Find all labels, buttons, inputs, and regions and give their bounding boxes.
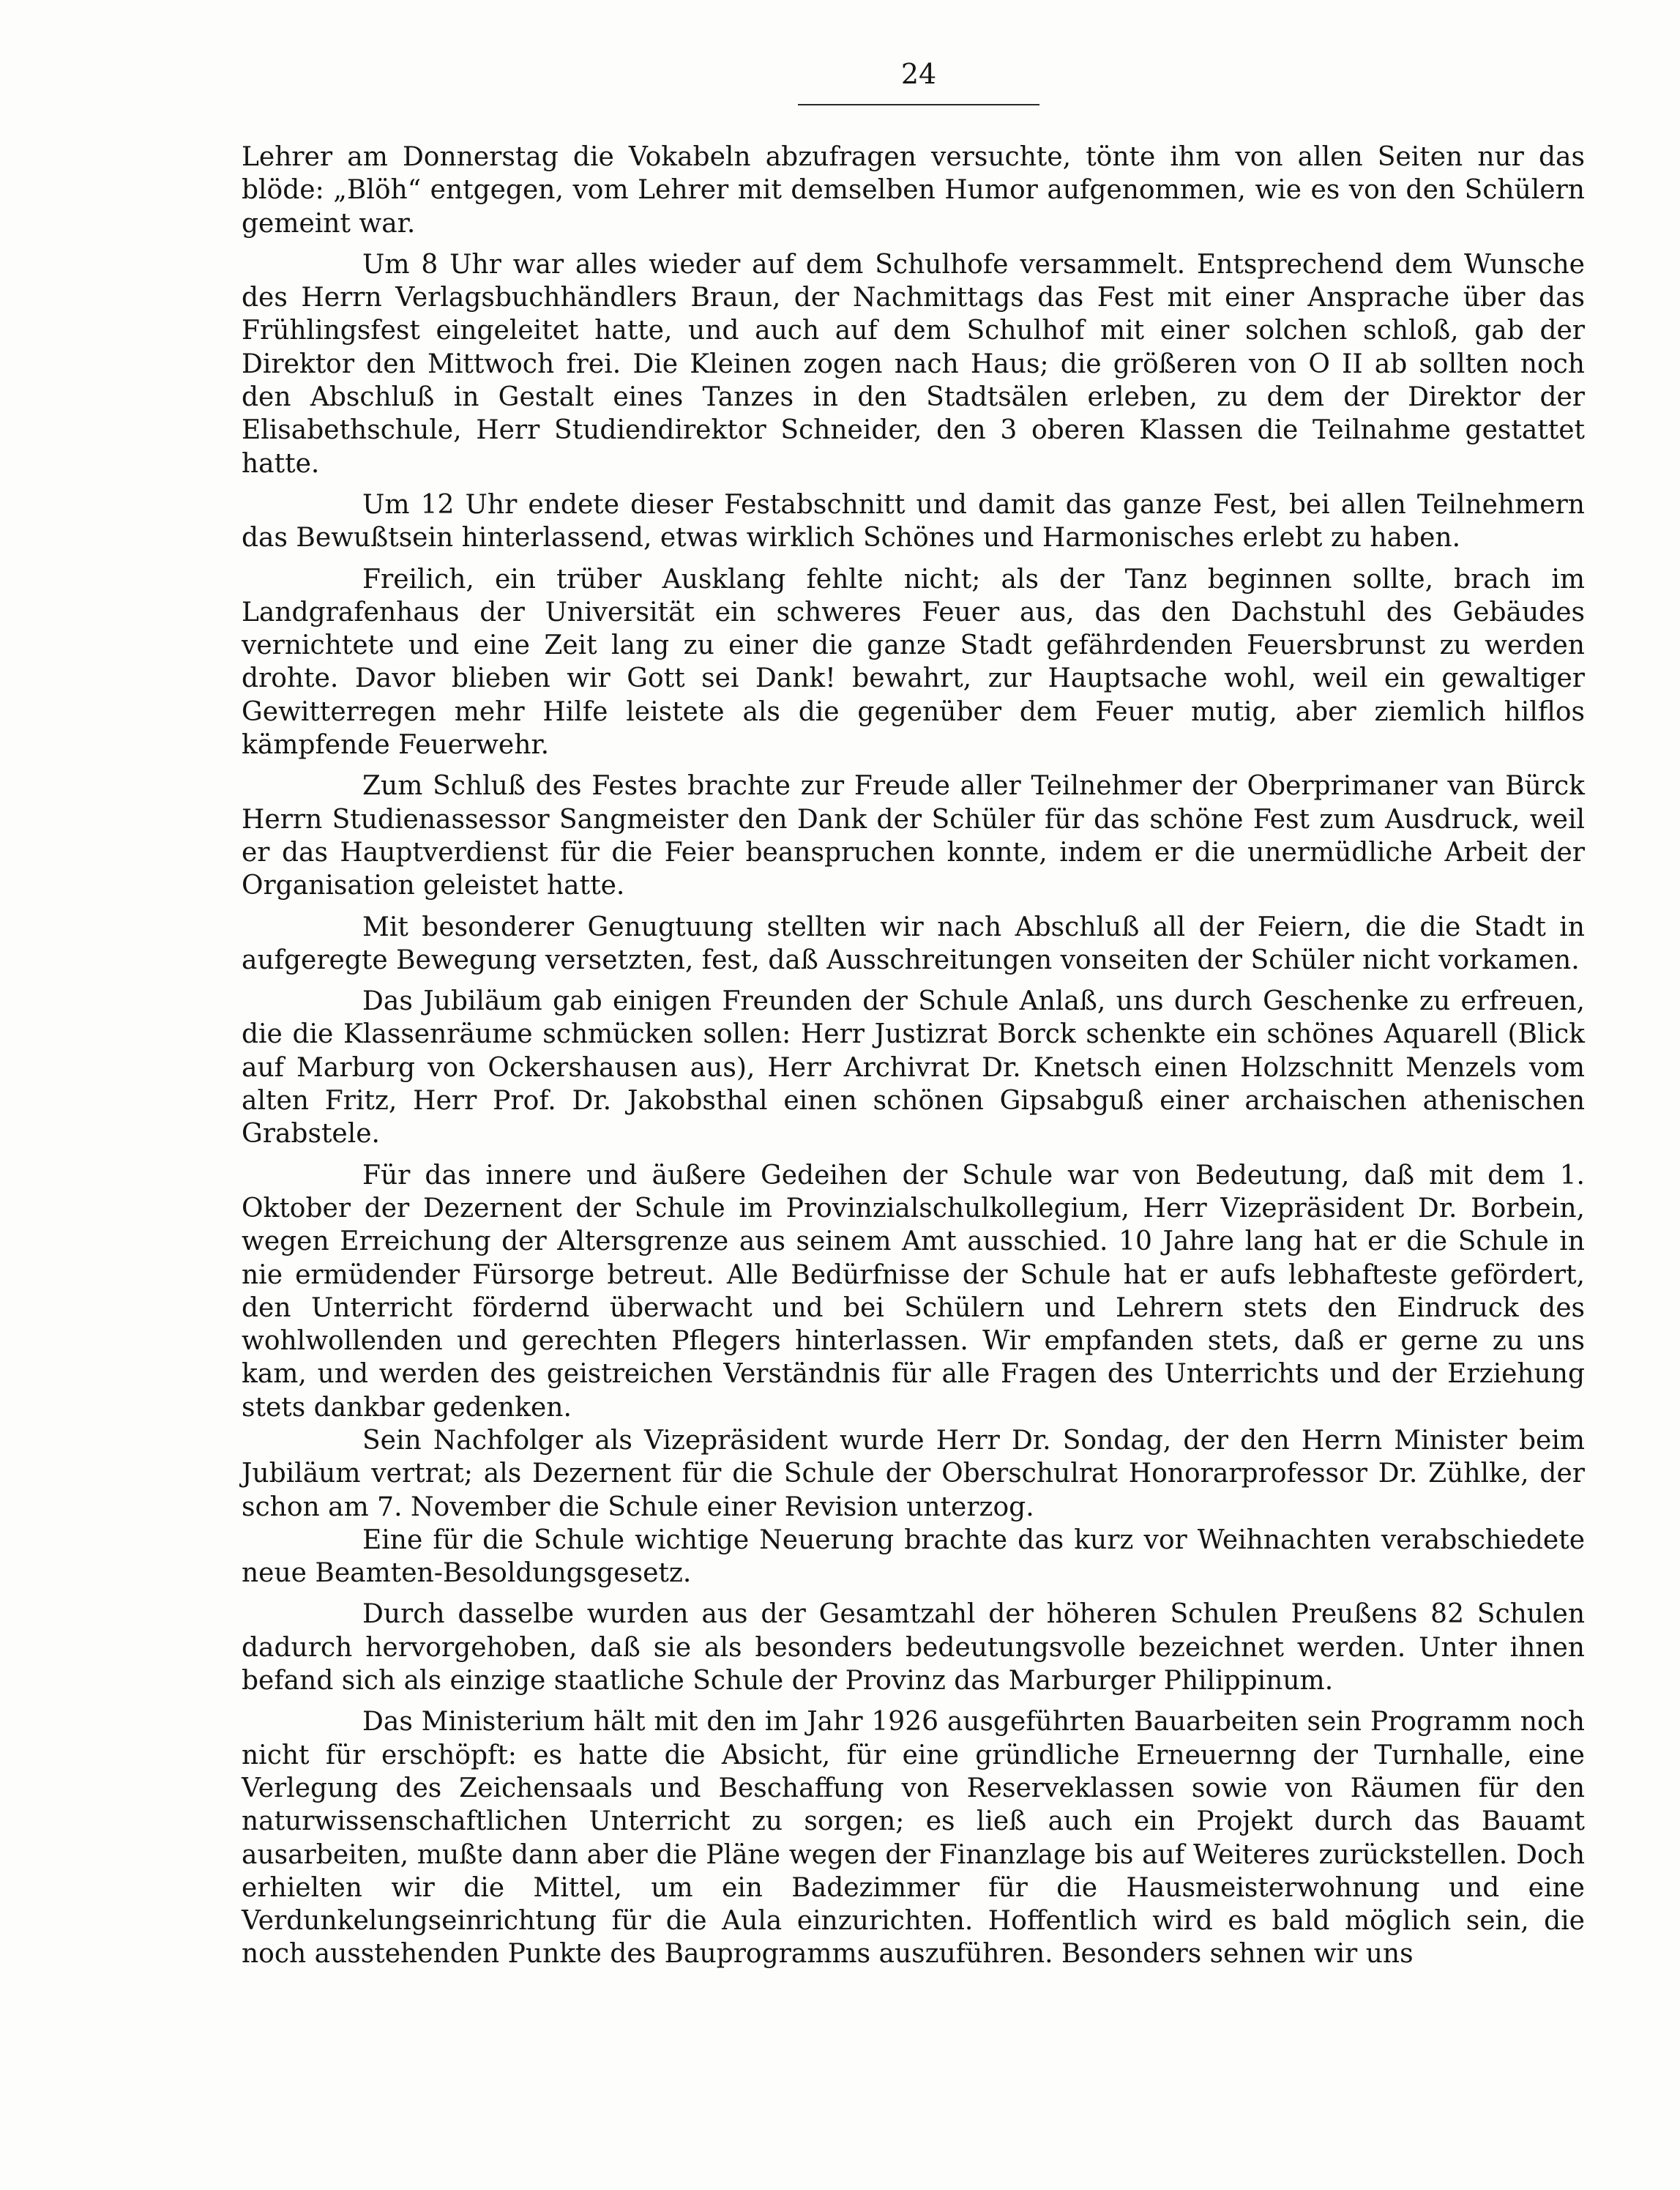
paragraph-besoldungsgesetz: Eine für die Schule wichtige Neuerung brachte das kurz vor Weihnachten verabschiedete neue Beamten-Besoldungsgesetz. [242,1524,1585,1589]
body-text [242,141,1585,1971]
paragraph-genugtuung: Mit besonderer Genugtuung stellten wir nach Abschluß all der Feiern, die die Stadt in aufgeregte Bewegung versetzten, fest, daß Ausschreitungen vonseiten der Schüler nicht vorkamen. [242,912,1585,975]
paragraph-festende: Um 12 Uhr endete dieser Festabschnitt und damit das ganze Fest, bei allen Teilnehmern das Bewußtsein hinterlassend, etwas wirklich Schönes und Harmonisches erlebt zu haben. [242,489,1585,554]
paragraph-philippinum: Durch dasselbe wurden aus der Gesamtzahl der höheren Schulen Preußens 82 Schulen dadurch hervorgehoben, daß sie als besonders bedeutungsvolle bezeichnet werden. Unter ihnen befand sich als einzige staatliche Schule der Provinz das Marburger Philippinum. [242,1599,1585,1696]
paragraph-continuation: Lehrer am Donnerstag die Vokabeln abzufragen versuchte, tönte ihm von allen Seiten nur das blöde: „Blöh“ entgegen, vom Lehrer mit demselben Humor aufgenommen, wie es von den Schülern gemeint war. [242,142,1585,239]
page-number: 24 [900,58,937,90]
paragraph-dezernent: Für das innere und äußere Gedeihen der Schule war von Bedeutung, daß mit dem 1. Oktober der Dezernent der Schule im Provinzialschulkollegium, Herr Vizepräsident Dr. Borbein, wegen Erreichung der Altersgrenze aus seinem Amt ausschied. 10 Jahre lang hat er die Schule in nie ermüdender Fürsorge betreut. Alle Bedürfnisse der Schule hat er aufs lebhafteste gefördert, den Unterricht fördernd überwacht und bei Schülern und Lehrern stets den Eindruck des wohlwollenden und gerechten Pflegers hinterlassen. Wir empfanden stets, daß er gerne zu uns kam, und werden des geistreichen Verständnis für alle Fragen des Unterrichts und der Erziehung stets dankbar gedenken. [242,1160,1585,1423]
paragraph-geschenke: Das Jubiläum gab einigen Freunden der Schule Anlaß, uns durch Geschenke zu erfreuen, die die Klassenräume schmücken sollen: Herr Justizrat Borck schenkte ein schönes Aquarell (Blick auf Marburg von Ockershausen aus), Herr Archivrat Dr. Knetsch einen Holzschnitt Menzels vom alten Fritz, Herr Prof. Dr. Jakobsthal einen schönen Gipsabguß einer archaischen athenischen Grabstele. [242,986,1585,1150]
paragraph-feuer: Freilich, ein trüber Ausklang fehlte nicht; als der Tanz beginnen sollte, brach im Landgrafenhaus der Universität ein schweres Feuer aus, das den Dachstuhl des Gebäudes vernichtete und eine Zeit lang zu einer die ganze Stadt gefährdenden Feuersbrunst zu werden drohte. Davor blieben wir Gott sei Dank! bewahrt, zur Hauptsache wohl, weil ein gewaltiger Gewitterregen mehr Hilfe leistete als die gegenüber dem Feuer mutig, aber ziemlich hilflos kämpfende Feuerwehr. [242,564,1585,761]
paragraph-nachfolger: Sein Nachfolger als Vizepräsident wurde Herr Dr. Sondag, der den Herrn Minister beim Jubiläum vertrat; als Dezernent für die Schule der Oberschulrat Honorarprofessor Dr. Zühlke, der schon am 7. November die Schule einer Revision unterzog. [242,1425,1585,1522]
page-number-rule [798,104,1039,105]
paragraph-bauarbeiten: Das Ministerium hält mit den im Jahr 1926 ausgeführten Bauarbeiten sein Programm noch nicht für erschöpft: es hatte die Absicht, für eine gründliche Erneuernng der Turnhalle, eine Verlegung des Zeichensaals und Beschaffung von Reserveklassen sowie von Räumen für den naturwissenschaftlichen Unterricht zu sorgen; es ließ auch ein Projekt durch das Bauamt ausarbeiten, mußte dann aber die Pläne wegen der Finanzlage bis auf Weiteres zurückstellen. Doch erhielten wir die Mittel, um ein Badezimmer für die Hausmeisterwohnung und eine Verdunkelungseinrichtung für die Aula einzurichten. Hoffentlich wird es bald möglich sein, die noch ausstehenden Punkte des Bauprogramms auszuführen. Besonders sehnen wir uns [242,1707,1585,1970]
paragraph-schulhof: Um 8 Uhr war alles wieder auf dem Schulhofe versammelt. Entsprechend dem Wunsche des Herrn Verlagsbuchhändlers Braun, der Nachmittags das Fest mit einer Ansprache über das Frühlingsfest eingeleitet hatte, und auch auf dem Schulhof mit einer solchen schloß, gab der Direktor den Mittwoch frei. Die Kleinen zogen nach Haus; die größeren von O II ab sollten noch den Abschluß in Gestalt eines Tanzes in den Stadtsälen erleben, zu dem der Direktor der Elisabethschule, Herr Studiendirektor Schneider, den 3 oberen Klassen die Teilnahme gestattet hatte. [242,249,1585,479]
paragraph-dank: Zum Schluß des Festes brachte zur Freude aller Teilnehmer der Oberprimaner van Bürck Herrn Studienassessor Sangmeister den Dank der Schüler für das schöne Fest zum Ausdruck, weil er das Hauptverdienst für die Feier beanspruchen konnte, indem er die unermüdliche Arbeit der Organisation geleistet hatte. [242,771,1585,901]
